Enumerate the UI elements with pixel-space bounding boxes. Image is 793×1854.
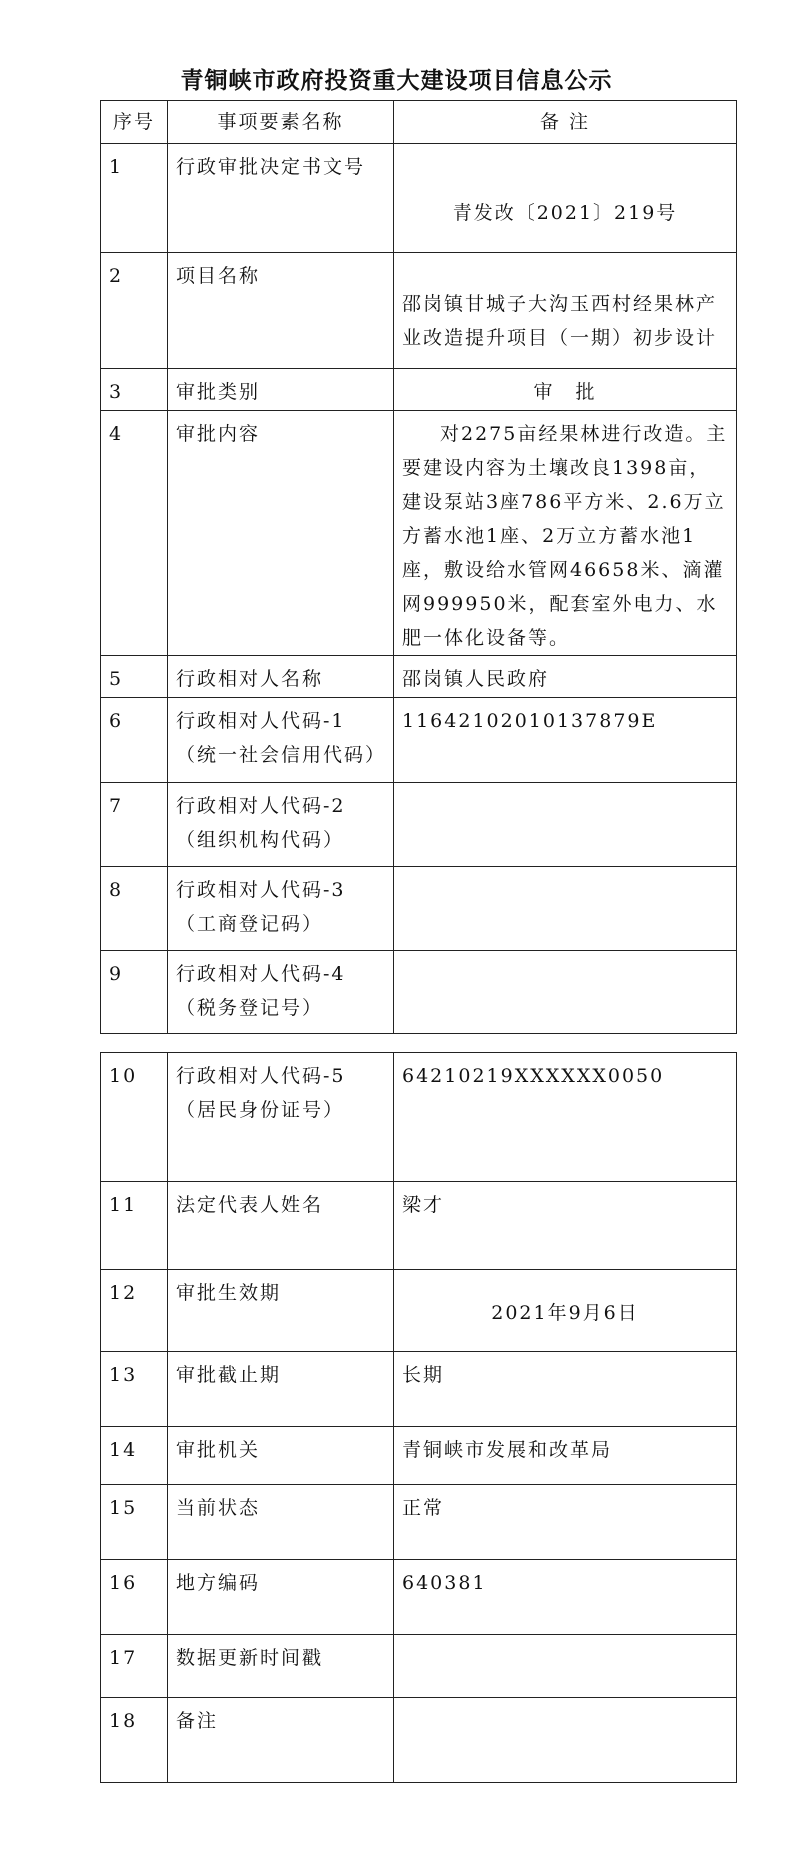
table-row <box>101 1182 737 1270</box>
row-value: 正常 <box>394 1485 737 1560</box>
row-value: 长期 <box>394 1352 737 1427</box>
table-row <box>101 144 737 253</box>
row-name: 行政相对人代码-5（居民身份证号） <box>168 1053 394 1182</box>
table-row <box>101 1560 737 1635</box>
row-no: 18 <box>101 1698 168 1783</box>
row-value: 审 批 <box>394 369 737 411</box>
row-value: 青发改〔2021〕219号 <box>394 144 737 253</box>
row-name: 数据更新时间戳 <box>168 1635 394 1698</box>
table-row <box>101 1352 737 1427</box>
table-row <box>101 867 737 951</box>
table-row <box>101 1485 737 1560</box>
page-title: 青铜峡市政府投资重大建设项目信息公示 <box>180 68 613 94</box>
row-no: 13 <box>101 1352 168 1427</box>
row-name: 审批生效期 <box>168 1270 394 1352</box>
row-no: 1 <box>101 144 168 253</box>
table-row <box>101 1053 737 1182</box>
row-value: 青铜峡市发展和改革局 <box>394 1427 737 1485</box>
row-name: 行政相对人代码-2（组织机构代码） <box>168 783 394 867</box>
row-no: 10 <box>101 1053 168 1182</box>
row-name: 地方编码 <box>168 1560 394 1635</box>
row-name: 行政相对人代码-4（税务登记号） <box>168 951 394 1034</box>
table-row <box>101 656 737 698</box>
info-table-part-2 <box>100 1052 737 1783</box>
table-row <box>101 411 737 656</box>
table-row <box>101 369 737 411</box>
row-value: 对2275亩经果林进行改造。主要建设内容为土壤改良1398亩，建设泵站3座786平方米、2.6万立方蓄水池1座、2万立方蓄水池1座，敷设给水管网46658米、滴灌网999950米，配套室外电力、水肥一体化设备等。 <box>394 411 737 656</box>
row-name: 行政相对人代码-3（工商登记码） <box>168 867 394 951</box>
row-no: 12 <box>101 1270 168 1352</box>
table-row <box>101 1698 737 1783</box>
row-name: 行政审批决定书文号 <box>168 144 394 253</box>
row-value <box>394 951 737 1034</box>
row-name: 行政相对人代码-1（统一社会信用代码） <box>168 698 394 783</box>
info-table-part-1 <box>100 100 737 1034</box>
row-no: 7 <box>101 783 168 867</box>
table-header-row <box>101 101 737 144</box>
row-name: 法定代表人姓名 <box>168 1182 394 1270</box>
row-no: 16 <box>101 1560 168 1635</box>
row-value: 邵岗镇甘城子大沟玉西村经果林产业改造提升项目（一期）初步设计 <box>394 253 737 369</box>
row-value: 640381 <box>394 1560 737 1635</box>
table-row <box>101 783 737 867</box>
row-value <box>394 1698 737 1783</box>
header-name: 事项要素名称 <box>168 101 394 144</box>
row-value <box>394 783 737 867</box>
table-row <box>101 698 737 783</box>
row-no: 9 <box>101 951 168 1034</box>
row-no: 11 <box>101 1182 168 1270</box>
row-name: 审批内容 <box>168 411 394 656</box>
row-no: 17 <box>101 1635 168 1698</box>
row-no: 8 <box>101 867 168 951</box>
row-no: 5 <box>101 656 168 698</box>
row-name: 项目名称 <box>168 253 394 369</box>
row-value: 64210219XXXXXX0050 <box>394 1053 737 1182</box>
row-no: 6 <box>101 698 168 783</box>
row-no: 2 <box>101 253 168 369</box>
row-name: 审批截止期 <box>168 1352 394 1427</box>
header-no: 序号 <box>101 101 168 144</box>
row-value: 2021年9月6日 <box>394 1270 737 1352</box>
row-value: 11642102010137879E <box>394 698 737 783</box>
row-no: 4 <box>101 411 168 656</box>
row-no: 3 <box>101 369 168 411</box>
row-name: 审批机关 <box>168 1427 394 1485</box>
row-no: 15 <box>101 1485 168 1560</box>
row-value: 梁才 <box>394 1182 737 1270</box>
row-name: 行政相对人名称 <box>168 656 394 698</box>
row-value <box>394 1635 737 1698</box>
table-row <box>101 253 737 369</box>
table-row <box>101 1270 737 1352</box>
row-name: 备注 <box>168 1698 394 1783</box>
table-row <box>101 951 737 1034</box>
row-name: 审批类别 <box>168 369 394 411</box>
table-row <box>101 1635 737 1698</box>
row-no: 14 <box>101 1427 168 1485</box>
row-value <box>394 867 737 951</box>
header-remark: 备 注 <box>394 101 737 144</box>
row-value: 邵岗镇人民政府 <box>394 656 737 698</box>
row-name: 当前状态 <box>168 1485 394 1560</box>
table-row <box>101 1427 737 1485</box>
